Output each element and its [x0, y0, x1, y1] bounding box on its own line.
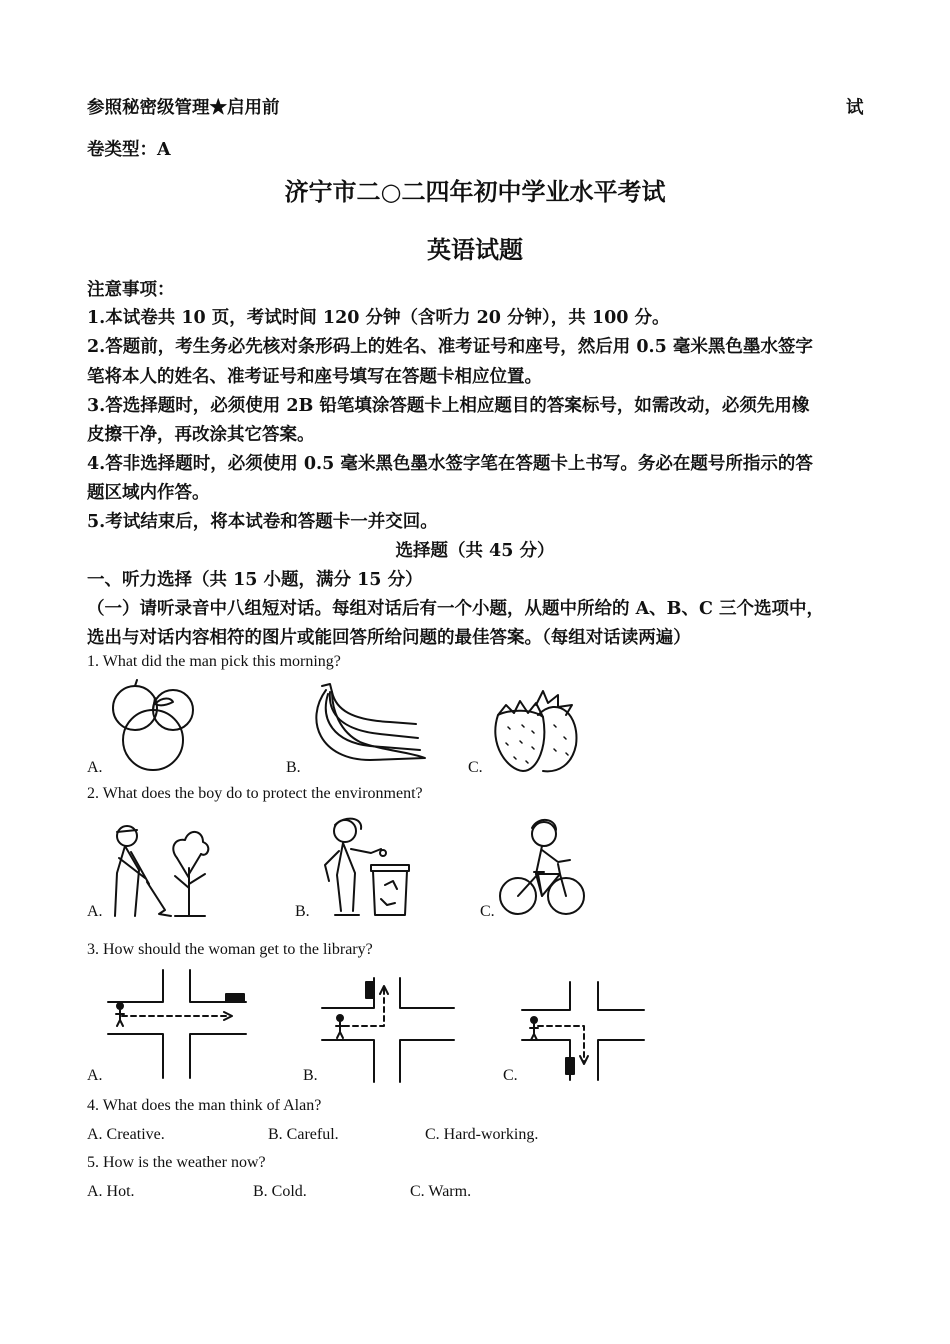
header-right-char: 试 — [846, 98, 864, 118]
option-label: C. — [480, 903, 495, 920]
note-line: 题区域内作答。 — [87, 483, 210, 503]
note-line: 4.答非选择题时，必须使用 0.5 毫米黑色墨水签字笔在答题卡上书写。务必在题号所指示的答 — [87, 454, 813, 474]
paper-type: 卷类型：A — [87, 140, 171, 160]
option-label: C. — [468, 759, 483, 776]
question-2: 2. What does the boy do to protect the environment? — [87, 785, 423, 802]
option-text: B. Careful. — [268, 1126, 339, 1143]
option-text: B. Cold. — [253, 1183, 307, 1200]
route-left-icon — [322, 978, 457, 1083]
strawberry-icon — [488, 685, 583, 775]
option-text: A. Hot. — [87, 1183, 135, 1200]
option-label: C. — [503, 1067, 518, 1084]
instructions-line: 选出与对话内容相符的图片或能回答所给问题的最佳答案。（每组对话读两遍） — [87, 628, 691, 648]
question-1: 1. What did the man pick this morning? — [87, 653, 341, 670]
option-text: C. Hard-working. — [425, 1126, 539, 1143]
route-right-icon — [522, 982, 647, 1082]
planting-tree-icon — [105, 818, 215, 918]
note-line: 2.答题前，考生务必先核对条形码上的姓名、准考证号和座号，然后用 0.5 毫米黑色墨水签字 — [87, 337, 813, 357]
route-straight-icon — [108, 970, 253, 1080]
option-label: B. — [295, 903, 310, 920]
recycling-icon — [315, 815, 410, 920]
confidentiality-label: 参照秘密级管理★启用前 — [87, 98, 280, 118]
question-3: 3. How should the woman get to the library? — [87, 941, 373, 958]
option-label: A. — [87, 759, 103, 776]
note-line: 3.答选择题时，必须使用 2B 铅笔填涂答题卡上相应题目的答案标号，如需改动，必须先用橡 — [87, 396, 810, 416]
option-text: A. Creative. — [87, 1126, 165, 1143]
note-line: 皮擦干净，再改涂其它答案。 — [87, 425, 315, 445]
option-label: A. — [87, 1067, 103, 1084]
instructions-line: （一）请听录音中八组短对话。每组对话后有一个小题，从题中所给的 A、B、C 三个选项中， — [87, 599, 824, 619]
question-5: 5. How is the weather now? — [87, 1154, 266, 1171]
note-line: 5.考试结束后，将本试卷和答题卡一并交回。 — [87, 512, 438, 532]
option-text: C. Warm. — [410, 1183, 472, 1200]
page-subtitle: 英语试题 — [427, 235, 523, 264]
section-title: 选择题（共 45 分） — [395, 541, 555, 561]
note-line: 笔将本人的姓名、准考证号和座号填写在答题卡相应位置。 — [87, 367, 542, 387]
notes-heading: 注意事项： — [87, 280, 175, 300]
question-4: 4. What does the man think of Alan? — [87, 1097, 322, 1114]
option-label: A. — [87, 903, 103, 920]
page-title: 济宁市二○二四年初中学业水平考试 — [284, 177, 666, 206]
banana-icon — [300, 680, 430, 770]
cycling-icon — [498, 812, 588, 920]
note-line: 1.本试卷共 10 页，考试时间 120 分钟（含听力 20 分钟），共 100 分。 — [87, 308, 670, 328]
option-label: B. — [286, 759, 301, 776]
option-label: B. — [303, 1067, 318, 1084]
apple-icon — [105, 680, 205, 775]
part-one-heading: 一、听力选择（共 15 小题，满分 15 分） — [87, 570, 423, 590]
